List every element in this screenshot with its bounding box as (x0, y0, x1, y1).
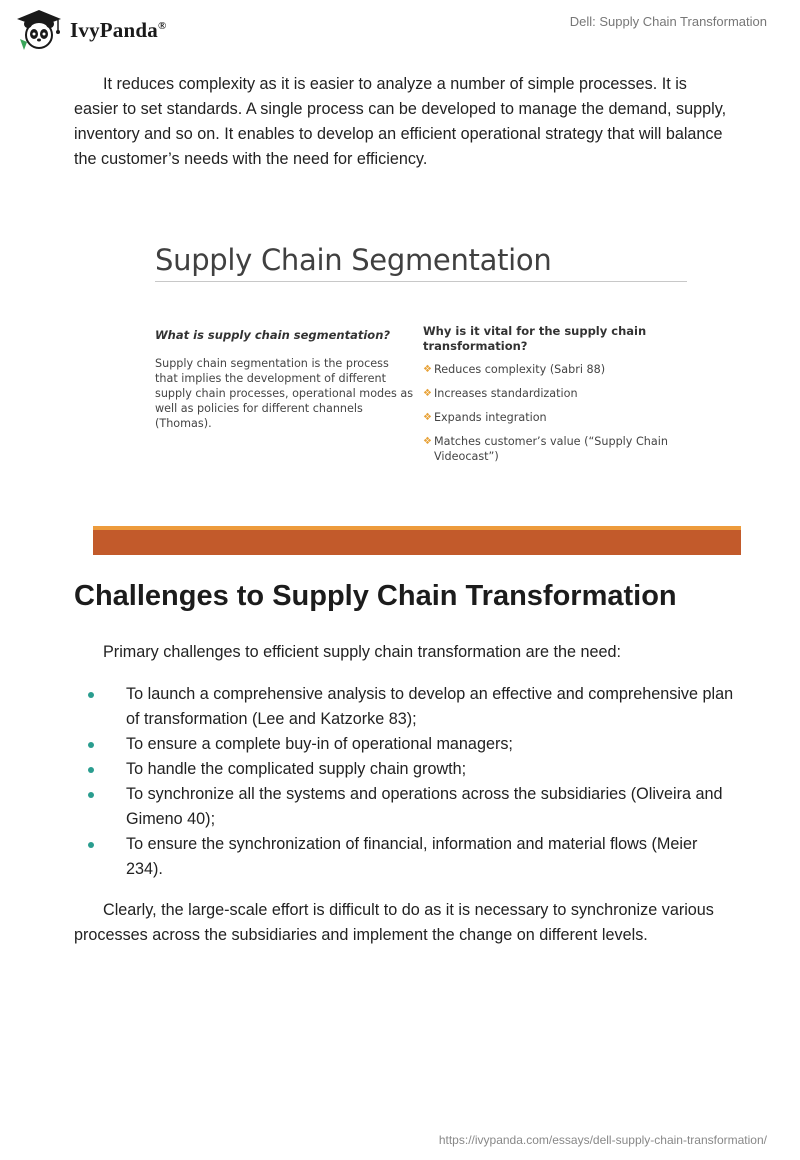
slide-list-item: ❖ Expands integration (423, 411, 547, 424)
embedded-slide (93, 215, 741, 555)
slide-left-body: Supply chain segmentation is the process that implies the development of different supply chain processes, operational modes as well as policies for different channels (Thomas). (155, 357, 414, 430)
slide-left-column (155, 328, 415, 431)
slide-right-column (423, 324, 683, 473)
ivypanda-logo[interactable] (14, 9, 166, 51)
challenge-list (74, 682, 734, 882)
page-header (0, 0, 800, 60)
bullet-dot-icon (88, 742, 94, 748)
slide-title: Supply Chain Segmentation (155, 243, 552, 277)
slide-list-item: ❖ Matches customer’s value (“Supply Chain Videocast”) (423, 435, 668, 463)
slide-list-item: ❖ Increases standardization (423, 387, 578, 400)
diamond-bullet-icon: ❖ (423, 436, 432, 447)
bullet-dot-icon (88, 792, 94, 798)
slide-list-item: ❖ Reduces complexity (Sabri 88) (423, 363, 606, 376)
document-title: Dell: Supply Chain Transformation (569, 14, 767, 29)
slide-divider (155, 281, 687, 282)
slide-benefit-list (423, 362, 683, 464)
intro-paragraph: It reduces complexity as it is easier to analyze a number of simple processes. It is easier to set standards. A single process can be developed to manage the demand, supply, inventory and so on. It enables to develop an efficient operational strategy that will balance the customer’s needs with the need for efficiency. (74, 75, 727, 168)
diamond-bullet-icon: ❖ (423, 388, 432, 399)
slide-footer-band (93, 530, 741, 555)
diamond-bullet-icon: ❖ (423, 364, 432, 375)
slide-right-question: Why is it vital for the supply chain transformation? (423, 324, 647, 353)
section-heading: Challenges to Supply Chain Transformation (74, 580, 677, 612)
bullet-dot-icon (88, 692, 94, 698)
panda-mascot-icon (14, 9, 64, 51)
list-item: To ensure a complete buy-in of operational managers; (74, 732, 734, 757)
list-item: To synchronize all the systems and operations across the subsidiaries (Oliveira and Gimeno 40); (74, 782, 734, 832)
slide-left-question: What is supply chain segmentation? (155, 328, 391, 342)
closing-paragraph: Clearly, the large-scale effort is difficult to do as it is necessary to synchronize various processes across the subsidiaries and implement the change on different levels. (74, 901, 714, 944)
list-item: To ensure the synchronization of financial, information and material flows (Meier 234). (74, 832, 734, 882)
bullet-dot-icon (88, 767, 94, 773)
list-item: To launch a comprehensive analysis to develop an effective and comprehensive plan of transformation (Lee and Katzorke 83); (74, 682, 734, 732)
bullet-dot-icon (88, 842, 94, 848)
diamond-bullet-icon: ❖ (423, 412, 432, 423)
source-url-link[interactable]: https://ivypanda.com/essays/dell-supply-chain-transformation/ (438, 1133, 767, 1147)
list-item: To handle the complicated supply chain growth; (74, 757, 734, 782)
logo-wordmark: IvyPanda® (70, 17, 167, 42)
section-lead: Primary challenges to efficient supply chain transformation are the need: (103, 643, 621, 661)
